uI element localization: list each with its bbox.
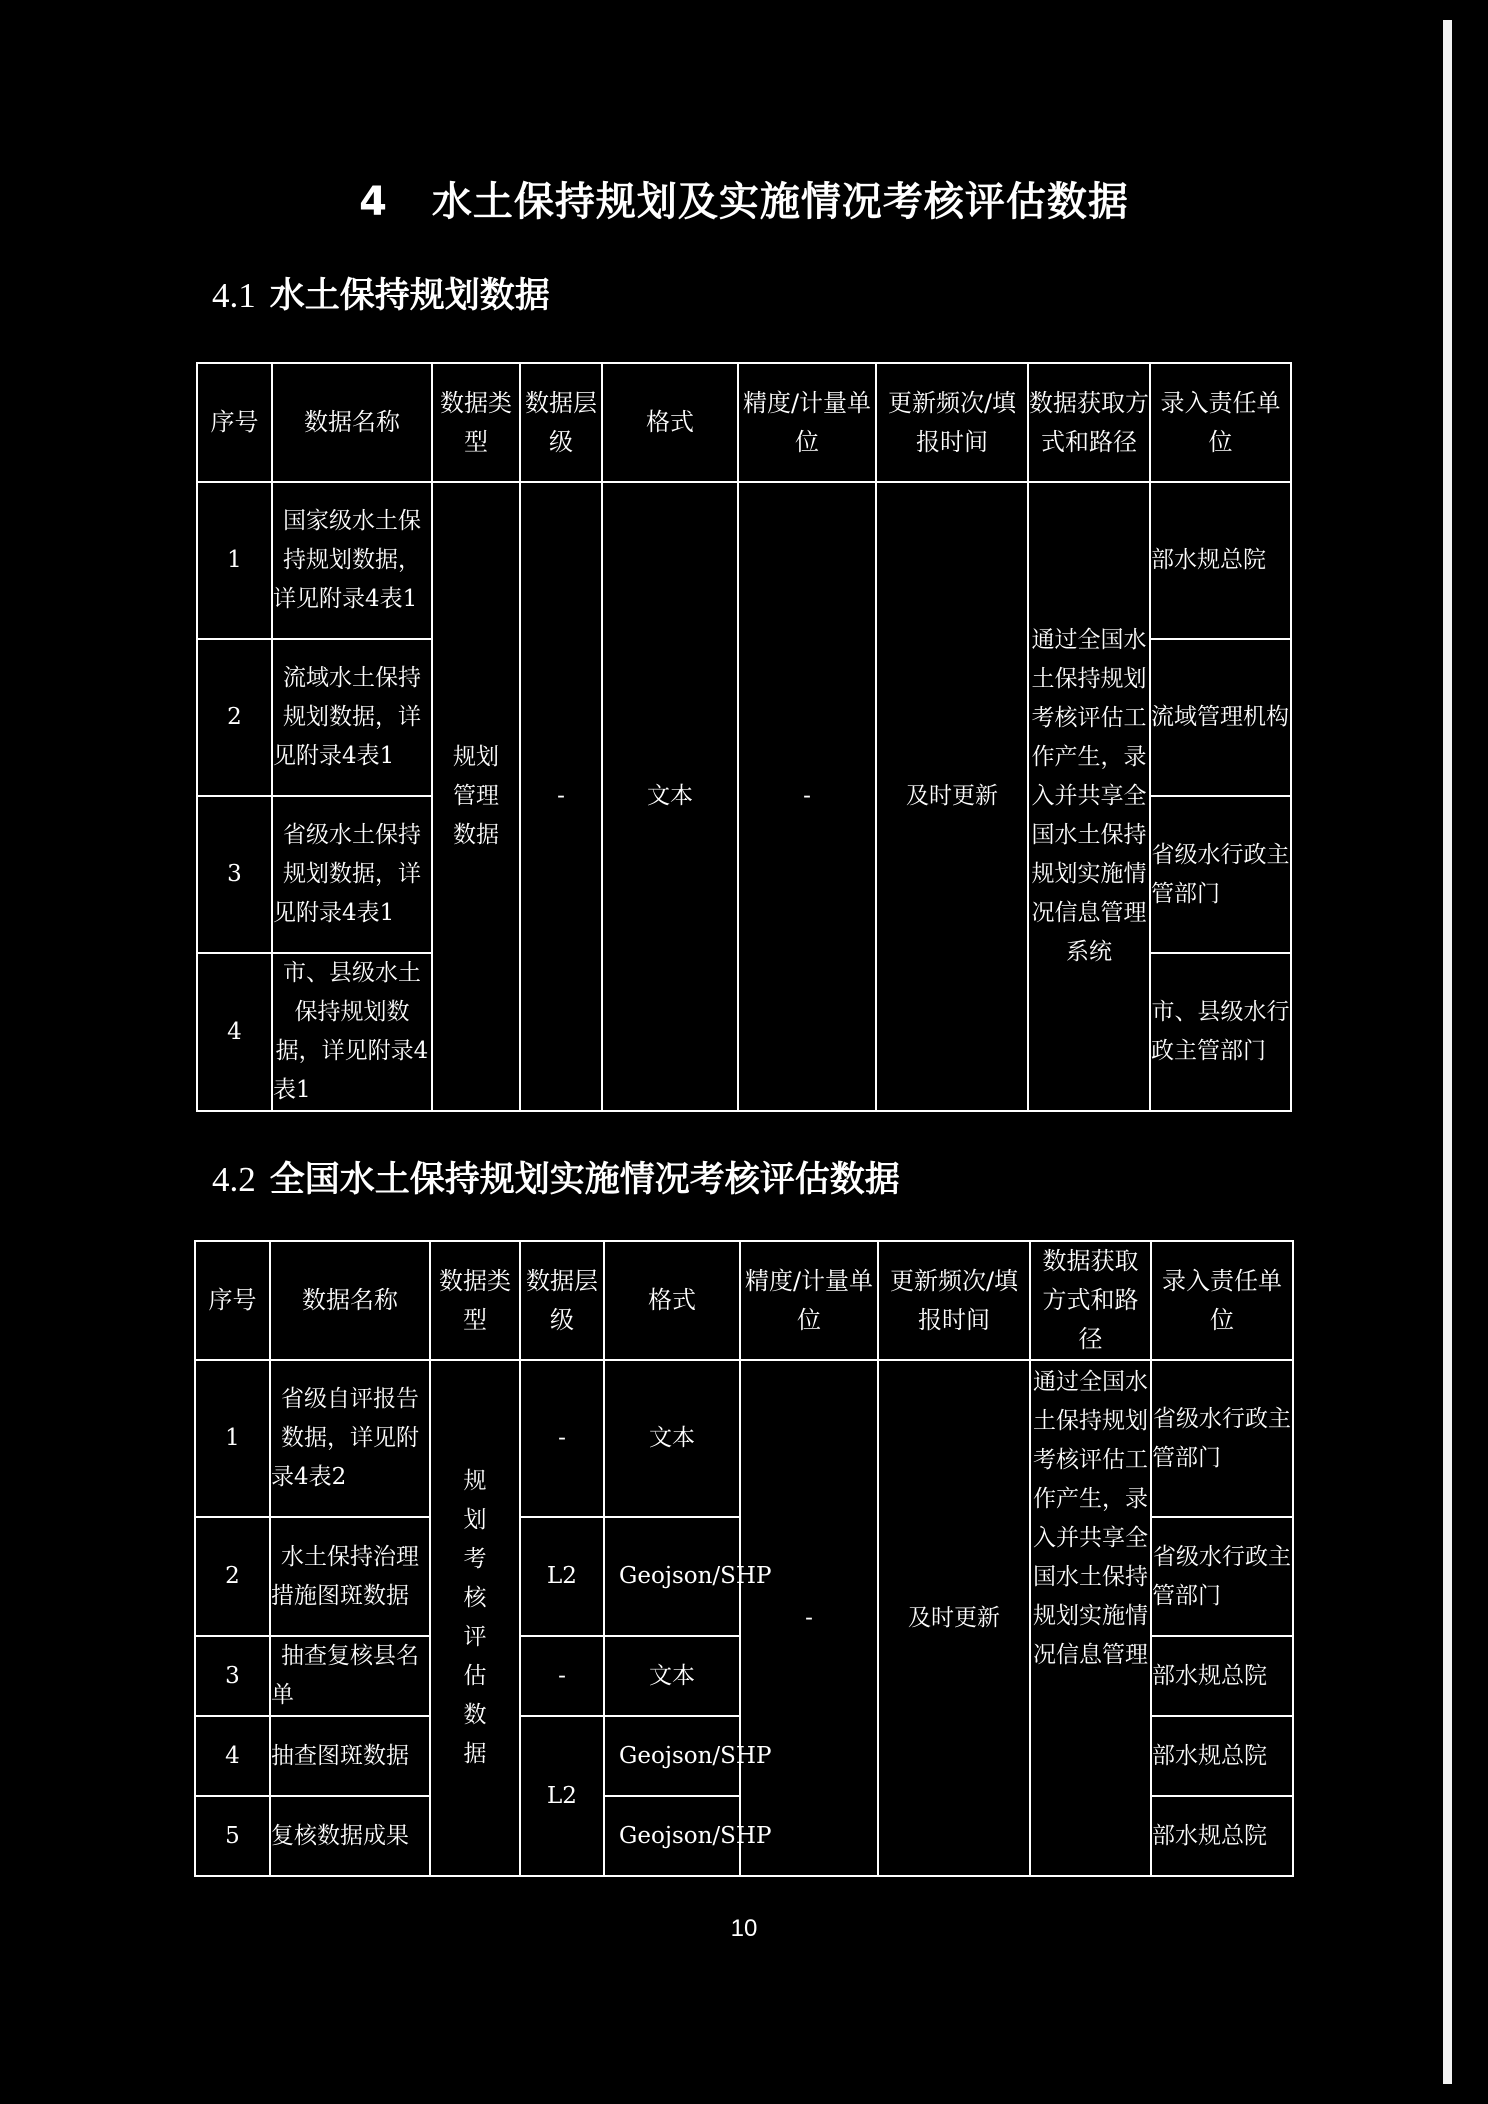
responsible-unit-cell: 部水规总院 [1150,482,1291,639]
responsible-unit-cell: 部水规总院 [1151,1636,1293,1716]
row-number: 1 [197,482,272,639]
precision-cell: - [740,1360,878,1876]
data-level-cell: L2 [520,1716,604,1876]
data-level-cell: L2 [520,1517,604,1636]
data-level-cell: - [520,482,602,1111]
data-name-cell: 国家级水土保持规划数据，详见附录4表1 [272,482,432,639]
data-name-cell: 水土保持治理措施图斑数据 [270,1517,430,1636]
section-title-4-1 [212,268,550,318]
data-name-cell: 抽查复核县名单 [270,1636,430,1716]
data-name-cell: 省级自评报告数据，详见附录4表2 [270,1360,430,1517]
table-row [195,1360,1293,1517]
section-title-text: 水土保持规划数据 [269,276,550,316]
header-cell: 格式 [604,1241,740,1360]
header-cell: 精度/计量单位 [738,363,876,482]
header-cell: 更新频次/填报时间 [878,1241,1030,1360]
header-cell: 录入责任单位 [1150,363,1291,482]
row-number: 4 [195,1716,270,1796]
format-cell: 文本 [602,482,738,1111]
page-number: 10 [730,1915,758,1942]
header-cell: 数据名称 [270,1241,430,1360]
table-header-row [195,1241,1293,1360]
header-cell: 数据获取方式和路径 [1030,1241,1151,1360]
section-number: 4.1 [212,276,256,315]
format-cell: Geojson/SHP [604,1796,740,1876]
table-row [197,482,1291,639]
format-cell: Geojson/SHP [604,1716,740,1796]
chapter-number: 4 [359,179,388,225]
responsible-unit-cell: 部水规总院 [1151,1716,1293,1796]
table-header-row [197,363,1291,482]
header-cell: 序号 [195,1241,270,1360]
table-assessment-data [194,1240,1294,1877]
format-cell: 文本 [604,1360,740,1517]
header-cell: 数据层级 [520,1241,604,1360]
row-number: 4 [197,953,272,1111]
row-number: 1 [195,1360,270,1517]
responsible-unit-cell: 部水规总院 [1151,1796,1293,1876]
header-cell: 数据名称 [272,363,432,482]
header-cell: 序号 [197,363,272,482]
precision-cell: - [738,482,876,1111]
row-number: 2 [195,1517,270,1636]
acquisition-route-cell: 通过全国水土保持规划考核评估工作产生，录入并共享全国水土保持规划实施情况信息管理系统 [1028,482,1150,1111]
data-name-cell: 流域水土保持规划数据，详见附录4表1 [272,639,432,796]
row-number: 3 [197,796,272,953]
chapter-title [0,170,1488,227]
header-cell: 数据获取方式和路径 [1028,363,1150,482]
data-level-cell: - [520,1360,604,1517]
format-cell: 文本 [604,1636,740,1716]
table-planning-data [196,362,1292,1112]
responsible-unit-cell: 流域管理机构 [1150,639,1291,796]
data-name-cell: 复核数据成果 [270,1796,430,1876]
chapter-title-text: 水土保持规划及实施情况考核评估数据 [431,179,1129,225]
frequency-cell: 及时更新 [876,482,1028,1111]
frequency-cell: 及时更新 [878,1360,1030,1876]
header-cell: 更新频次/填报时间 [876,363,1028,482]
row-number: 2 [197,639,272,796]
data-name-cell: 抽查图斑数据 [270,1716,430,1796]
format-cell: Geojson/SHP [604,1517,740,1636]
responsible-unit-cell: 省级水行政主管部门 [1151,1517,1293,1636]
header-cell: 精度/计量单位 [740,1241,878,1360]
data-level-cell: - [520,1636,604,1716]
header-cell: 数据类型 [430,1241,520,1360]
responsible-unit-cell: 省级水行政主管部门 [1151,1360,1293,1517]
responsible-unit-cell: 省级水行政主管部门 [1150,796,1291,953]
data-name-cell: 市、县级水土保持规划数据，详见附录4表1 [272,953,432,1111]
section-title-4-2 [212,1152,900,1202]
header-cell: 数据层级 [520,363,602,482]
acquisition-route-cell: 通过全国水土保持规划考核评估工作产生，录入并共享全国水土保持规划实施情况信息管理 [1030,1360,1151,1876]
data-type-cell: 规划考核评估数据 [430,1360,520,1876]
row-number: 5 [195,1796,270,1876]
responsible-unit-cell: 市、县级水行政主管部门 [1150,953,1291,1111]
data-name-cell: 省级水土保持规划数据，详见附录4表1 [272,796,432,953]
header-cell: 录入责任单位 [1151,1241,1293,1360]
header-cell: 格式 [602,363,738,482]
section-number: 4.2 [212,1160,256,1199]
header-cell: 数据类型 [432,363,520,482]
section-title-text: 全国水土保持规划实施情况考核评估数据 [269,1160,900,1200]
page-edge [1443,20,1452,2084]
data-type-cell: 规划管理数据 [432,482,520,1111]
row-number: 3 [195,1636,270,1716]
